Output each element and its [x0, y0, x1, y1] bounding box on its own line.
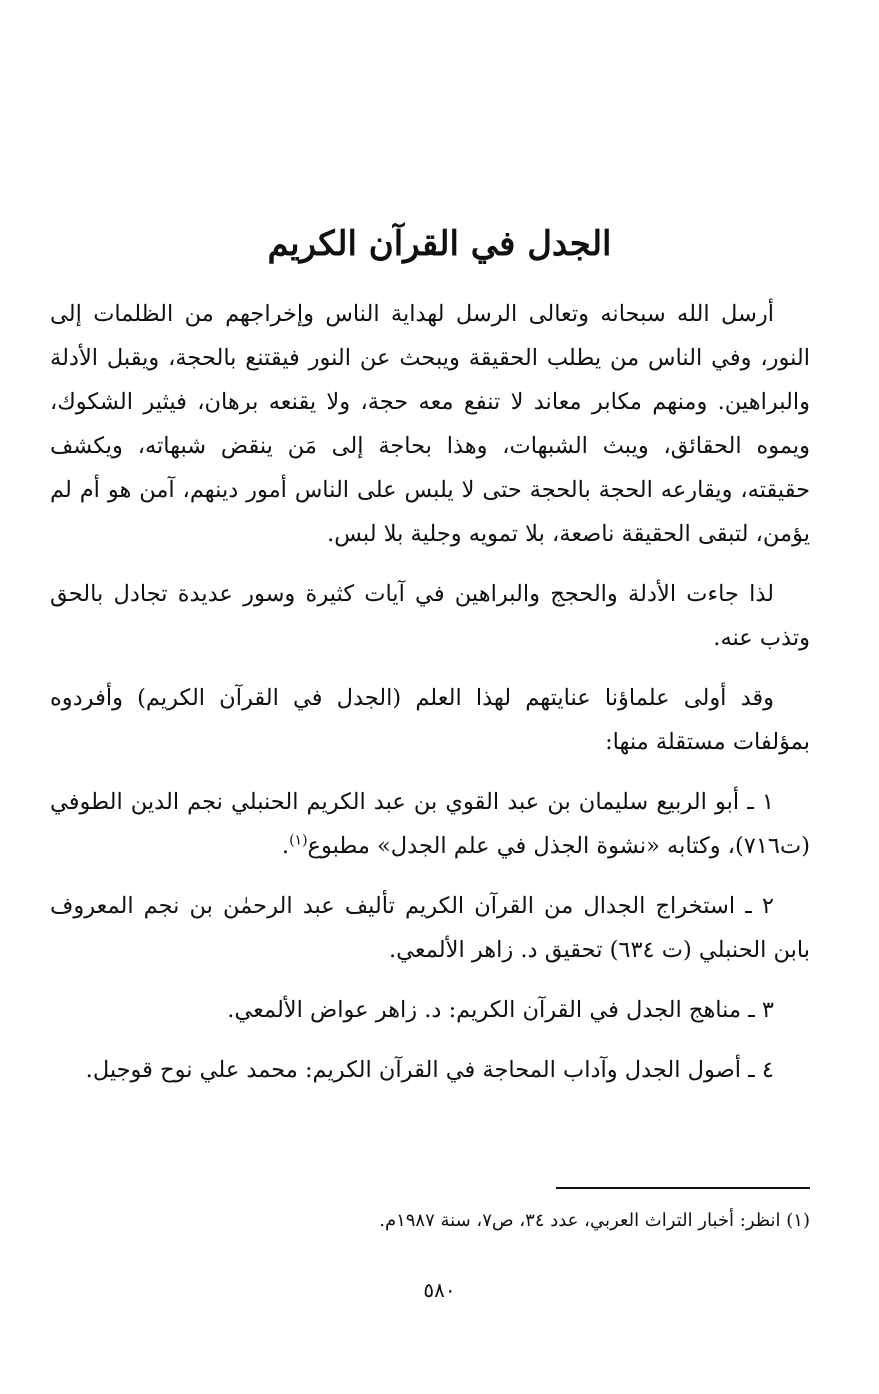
page-number: ٥٨٠: [423, 1278, 456, 1302]
list-item-2: ٢ ـ استخراج الجدال من القرآن الكريم تأليف عبد الرحمٰن بن نجم المعروف بابن الحنبلي (ت ٦٣٤) تحقيق د. زاهر الألمعي.: [50, 893, 810, 963]
chapter-title: الجدل في القرآن الكريم: [267, 224, 612, 264]
list-item-3: ٣ ـ مناهج الجدل في القرآن الكريم: د. زاهر عواض الألمعي.: [227, 997, 774, 1023]
list-item-4: ٤ ـ أصول الجدل وآداب المحاجة في القرآن الكريم: محمد علي نوح قوجيل.: [85, 1057, 774, 1083]
list-item-1: [50, 780, 810, 868]
list-item-1-end: .: [281, 833, 290, 859]
paragraph-scholars: وقد أولى علماؤنا عنايتهم لهذا العلم (الجدل في القرآن الكريم) وأفردوه بمؤلفات مستقلة منها:: [50, 685, 810, 755]
paragraph-evidence: لذا جاءت الأدلة والحجج والبراهين في آيات كثيرة وسور عديدة تجادل بالحق وتذب عنه.: [50, 581, 810, 651]
list-item-1-text: ١ ـ أبو الربيع سليمان بن عبد القوي بن عبد الكريم الحنبلي نجم الدين الطوفي (ت٧١٦)، وكتابه «نشوة الجذل في علم الجدل» مطبوع: [50, 789, 810, 859]
footnote-divider: [556, 1187, 810, 1189]
footnote-reference: (١): [289, 832, 308, 849]
footnote: (١) انظر: أخبار التراث العربي، عدد ٣٤، ص٧، سنة ١٩٨٧م.: [379, 1210, 810, 1231]
paragraph-intro: أرسل الله سبحانه وتعالى الرسل لهداية الناس وإخراجهم من الظلمات إلى النور، وفي الناس من يطلب الحقيقة ويبحث عن النور فيقتنع بالحجة، ويقبل الأدلة والبراهين. ومنهم مكابر معاند لا تنفع معه حجة، ولا يقنعه برهان، فيثير الشكوك، ويموه الحقائق، ويبث الشبهات، وهذا بحاجة إلى مَن ينقض شبهاته، ويكشف حقيقته، ويقارعه الحجة بالحجة حتى لا يلبس على الناس أمور دينهم، آمن هو أم لم يؤمن، لتبقى الحقيقة ناصعة، بلا تمويه وجلية بلا لبس.: [50, 301, 810, 547]
body-text: [50, 292, 810, 1108]
